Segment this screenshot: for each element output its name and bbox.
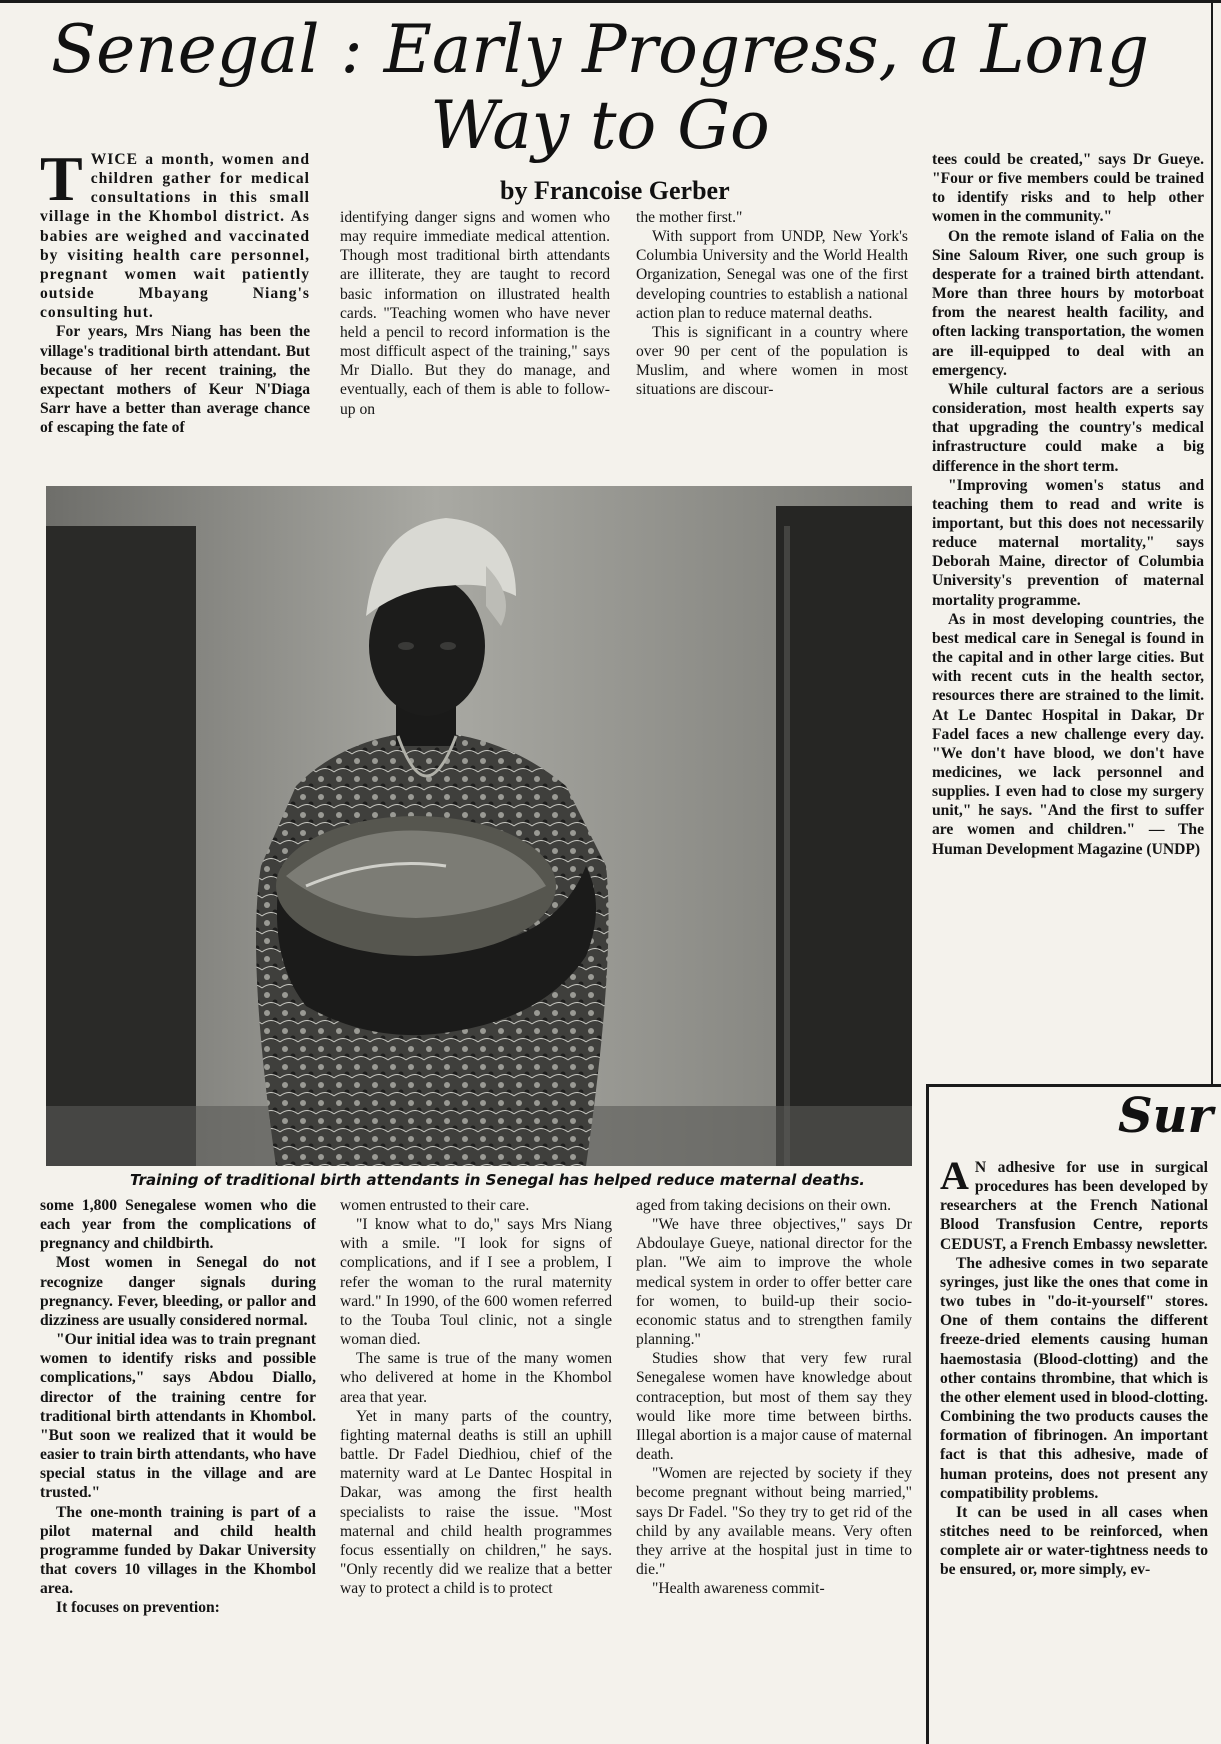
paragraph: The same is true of the many women who delivered at home in the Khombol area that year. [340,1350,612,1406]
paragraph: It can be used in all cases when stitches need to be reinforced, when complete air or water-tightness needs to be ensured, or, more simply, ev- [940,1503,1208,1579]
article-column-3-continued [636,1196,912,1744]
headline: Senegal : Early Progress, a Long Way to Go [50,11,1150,164]
photo-birth-attendant [46,486,912,1166]
paragraph: "Women are rejected by society if they become pregnant without being married," says Dr Fadel. "So they try to get rid of the child by any available means. Very often they arrive at the hospital just in time to die." [636,1465,912,1578]
article-column-2 [340,208,610,480]
paragraph: some 1,800 Senegalese women who die each year from the complications of pregnancy and childbirth. [40,1197,316,1253]
paragraph: "Our initial idea was to train pregnant women to identify risks and possible complications," says Abdou Diallo, director of the training centre for traditional birth attendants in Khombol. "But soon we realized that it would be easier to train birth attendants, who have special status in the village and are trusted." [40,1331,316,1502]
photo-illustration [46,486,912,1166]
paragraph: Most women in Senegal do not recognize danger signals during pregnancy. Fever, bleeding, or pallor and dizziness are usually considered normal. [40,1254,316,1329]
top-rule [0,0,1221,3]
sidebar-drop-cap: A [940,1158,969,1198]
paragraph: The one-month training is part of a pilot maternal and child health programme funded by Dakar University that covers 10 villages in the Khombol area. [40,1503,316,1598]
sidebar-article-column [940,1158,1208,1744]
paragraph: The adhesive comes in two separate syringes, just like the ones that come in two tubes in "do-it-yourself" stores. One of them contains the different freeze-dried elements causing human haemostasia (Blood-clotting) and the other contains thrombine, that which is the other element used in blood-clotting. Combining the two products causes the formation of fibrinogen. An important fact is that this adhesive, made of human proteins, does not present any compatibility problems. [940,1254,1208,1502]
drop-cap: T [40,150,83,214]
article-column-3 [636,208,908,480]
paragraph: the mother first." [636,209,743,226]
photo-caption: Training of traditional birth attendants in Senegal has helped reduce maternal deaths. [130,1171,865,1189]
sidebar-lead-paragraph: A N adhesive for use in surgical procedures has been developed by researchers at the French National Blood Transfusion Centre, reports CEDUST, a French Embassy newsletter. [940,1158,1208,1253]
lead-paragraph: TWICE a month, women and children gather for medical consultations in this small village in the Khombol district. As babies are weighed and vaccinated by visiting health care personnel, pregnant women wait patiently outside Mbayang Niang's consulting hut. [40,150,310,322]
column-rule-right [1211,0,1213,1085]
paragraph: With support from UNDP, New York's Columbia University and the World Health Organization, Senegal was one of the first developing countries to establish a national action plan to reduce maternal deaths. [636,228,908,322]
paragraph: "We have three objectives," says Dr Abdoulaye Gueye, national director for the plan. "We aim to improve the whole medical system in order to offer better care for women, to build-up their socio-economic status and to strengthen family planning." [636,1216,912,1349]
article-column-4 [932,150,1204,1074]
paragraph: On the remote island of Falia on the Sine Saloum River, one such group is desperate for a trained birth attendant. More than three hours by motorboat from the nearest health facility, and often lacking transportation, the women are ill-equipped to deal with an emergency. [932,227,1204,379]
sidebar-headline: Sur [1118,1088,1213,1144]
paragraph: Studies show that very few rural Senegalese women have knowledge about contraception, but most of them say they would like more time between births. Illegal abortion is a major cause of maternal death. [636,1350,912,1464]
paragraph: As in most developing countries, the best medical care in Senegal is found in the capital and in other large cities. But with recent cuts in the health sector, resources there are strained to the limit. At Le Dantec Hospital in Dakar, Dr Fadel faces a new challenge every day. "We don't have blood, we don't have medicines, we lack personnel and supplies. I even had to close my surgery unit," he says. "And the first to suffer are women and children." — The Human Development Magazine (UNDP) [932,610,1204,858]
paragraph: For years, Mrs Niang has been the village's traditional birth attendant. But because of her recent training, the expectant mothers of Keur N'Diaga Sarr have a better than average chance of escaping the fate of [40,323,310,437]
paragraph: aged from taking decisions on their own. [636,1197,892,1214]
paragraph: tees could be created," says Dr Gueye. "Four or five members could be trained to identify risks and to help other women in the community." [932,151,1204,226]
paragraph: "I know what to do," says Mrs Niang with a smile. "I look for signs of complications, and if I see a problem, I refer the woman to the rural maternity ward." In 1990, of the 600 women referred to the Touba Toul clinic, not a single woman died. [340,1216,612,1349]
article-column-1-continued [40,1196,316,1744]
paragraph: This is significant in a country where over 90 per cent of the population is Muslim, and where women in most situations are discour- [636,323,908,399]
paragraph: women entrusted to their care. [340,1197,530,1214]
paragraph: identifying danger signs and women who may require immediate medical attention. Though most traditional birth attendants are illiterate, they are taught to record basic information on illustrated health cards. "Teaching women who have never held a pencil to record information is the most difficult aspect of the training," says Mr Diallo. But they do manage, and eventually, each of them is able to follow-up on [340,209,610,418]
paragraph: While cultural factors are a serious consideration, most health experts say that upgrading the country's medical infrastructure could make a big difference in the short term. [932,380,1204,475]
article-column-2-continued [340,1196,612,1744]
sidebar-box-rule-left [926,1085,929,1744]
paragraph: "Improving women's status and teaching them to read and write is important, but this does not necessarily reduce maternal mortality," says Deborah Maine, director of Columbia University's prevention of maternal mortality programme. [932,476,1204,609]
paragraph: It focuses on prevention: [56,1599,220,1617]
paragraph: Yet in many parts of the country, fighting maternal deaths is still an uphill battle. Dr Fadel Diedhiou, chief of the maternity ward at Le Dantec Hospital in Dakar, was among the first health specialists to raise the issue. "Most maternal and child health programmes focus essentially on children," he says. "Only recently did we realize that a better way to protect a child is to protect [340,1407,612,1598]
article-column-1 [40,150,310,480]
paragraph: "Health awareness commit- [652,1580,825,1598]
byline: by Francoise Gerber [500,176,730,205]
